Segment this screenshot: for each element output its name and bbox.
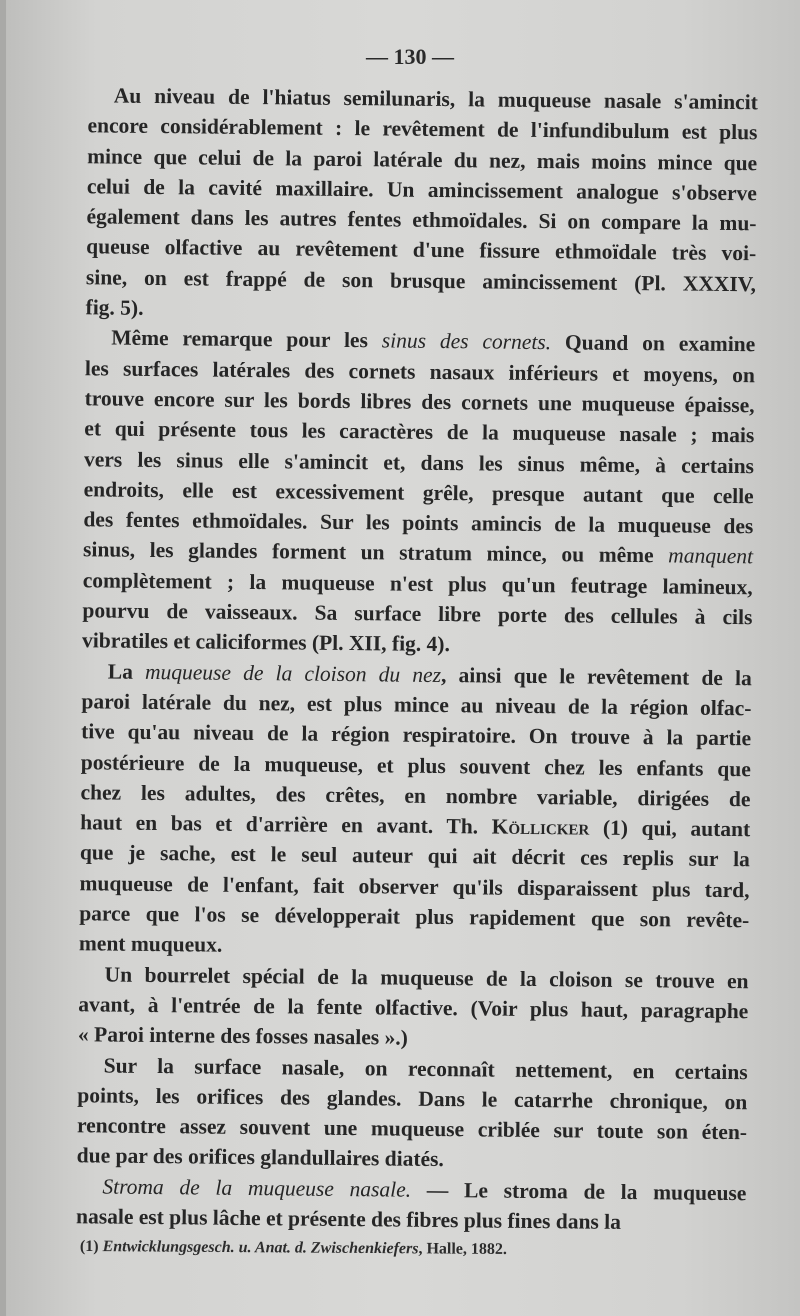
text-line: celui de la cavité maxillaire. Un amincissement analogue s'observe — [86, 174, 757, 206]
body-text — [50, 80, 758, 1239]
text-line: rencontre assez souvent une muqueuse criblée sur toute son éten- — [76, 1113, 748, 1145]
text-line: également dans les autres fentes ethmoïdales. Si on compare la mu- — [86, 204, 757, 236]
italic-phrase: muqueuse de la cloison du nez — [144, 659, 442, 687]
footnote-marker: (1) — [79, 1238, 99, 1256]
paragraph — [59, 80, 757, 330]
text-line: chez les adultes, des crêtes, en nombre variable, dirigées de — [80, 780, 751, 812]
text-line: vers les sinus elle s'amincit et, dans les sinus même, à certains — [83, 446, 755, 478]
text-line: Un bourrelet spécial de la muqueuse de la cloison se trouve en — [104, 962, 749, 993]
paragraph — [53, 656, 752, 966]
text-line: sinus, les glandes forment un stratum mince, ou même manquent — [82, 537, 754, 569]
text-line: trouve encore sur les bords libres des cornets une muqueuse épaisse, — [84, 386, 755, 418]
paragraph — [52, 959, 749, 1057]
text-line: fig. 5). — [85, 295, 144, 320]
author-name: Köllicker — [491, 814, 590, 840]
text-line: haut en bas et d'arrière en avant. Th. Köllicker (1) qui, autant — [80, 810, 751, 842]
text-line: points, les orifices des glandes. Dans le catarrhe chronique, on — [77, 1083, 748, 1115]
text-line: endroits, elle est excessivement grêle, presque autant que celle — [83, 477, 754, 509]
page-gutter-shadow — [0, 0, 6, 1316]
text-line: les surfaces latérales des cornets nasaux inférieurs et moyens, on — [84, 355, 756, 387]
text-line: nasale est plus lâche et présente des fibres plus fines dans la — [75, 1204, 622, 1234]
text-line: mince que celui de la paroi latérale du nez, mais moins mince que — [87, 143, 758, 175]
text-line: parce que l'os se développerait plus rapidement que son revête- — [79, 901, 750, 933]
text-line: due par des orifices glandullaires diatés. — [76, 1143, 444, 1172]
text-line: des fentes ethmoïdales. Sur les points amincis de la muqueuse des — [83, 507, 754, 539]
paragraph — [50, 1171, 747, 1239]
text-line: Au niveau de l'hiatus semilunaris, la muqueuse nasale s'amincit — [113, 83, 758, 115]
text-line: Stroma de la muqueuse nasale. — Le stroma de la muqueuse — [102, 1174, 747, 1205]
italic-phrase: sinus des cornets. — [381, 328, 552, 355]
italic-phrase: manquent — [668, 543, 754, 569]
text-line: que je sache, est le seul auteur qui ait décrit ces replis sur la — [79, 840, 750, 872]
text-line: complètement ; la muqueuse n'est plus qu'un feutrage lamineux, — [82, 567, 753, 600]
footnote-rest: , Halle, 1882. — [418, 1240, 507, 1258]
footnote-title: Entwicklungsgesch. u. Anat. d. Zwischenkiefers — [102, 1238, 419, 1258]
text-line: paroi latérale du nez, est plus mince au niveau de la région olfac- — [81, 689, 752, 721]
page-number: — 130 — — [366, 44, 454, 69]
text-line: postérieure de la muqueuse, et plus souvent chez les enfants que — [80, 749, 751, 781]
text-line: Même remarque pour les sinus des cornets. Quand on examine — [111, 325, 756, 357]
text-line: vibratiles et caliciformes (Pl. XII, fig. 4). — [82, 628, 451, 657]
text-line: pourvu de vaisseaux. Sa surface libre porte des cellules à cils — [82, 598, 753, 630]
text-line: muqueuse de l'enfant, fait observer qu'ils disparaissent plus tard, — [79, 870, 750, 902]
text-line: et qui présente tous les caractères de la muqueuse nasale ; mais — [84, 416, 755, 448]
text-line: sine, on est frappé de son brusque amincissement (Pl. XXXIV, — [85, 265, 757, 297]
text-line: avant, à l'entrée de la fente olfactive. (Voir plus haut, paragraphe — [78, 992, 749, 1024]
text-line: La muqueuse de la cloison du nez, ainsi que le revêtement de la — [107, 659, 752, 690]
footnote — [80, 1238, 760, 1261]
text-line: encore considérablement : le revêtement de l'infundibulum est plus — [87, 113, 758, 145]
text-line: tive qu'au niveau de la région respiratoire. On trouve à la partie — [81, 719, 752, 751]
text-line: Sur la surface nasale, on reconnaît nettement, en certains — [103, 1052, 748, 1084]
paragraph — [51, 1049, 748, 1177]
text-line: ment muqueux. — [78, 931, 223, 958]
paragraph — [56, 322, 755, 663]
italic-phrase: Stroma de la muqueuse nasale. — [102, 1174, 412, 1202]
text-line: queuse olfactive au revêtement d'une fissure ethmoïdale très voi- — [86, 234, 757, 266]
text-line: « Paroi interne des fosses nasales ».) — [77, 1022, 408, 1050]
